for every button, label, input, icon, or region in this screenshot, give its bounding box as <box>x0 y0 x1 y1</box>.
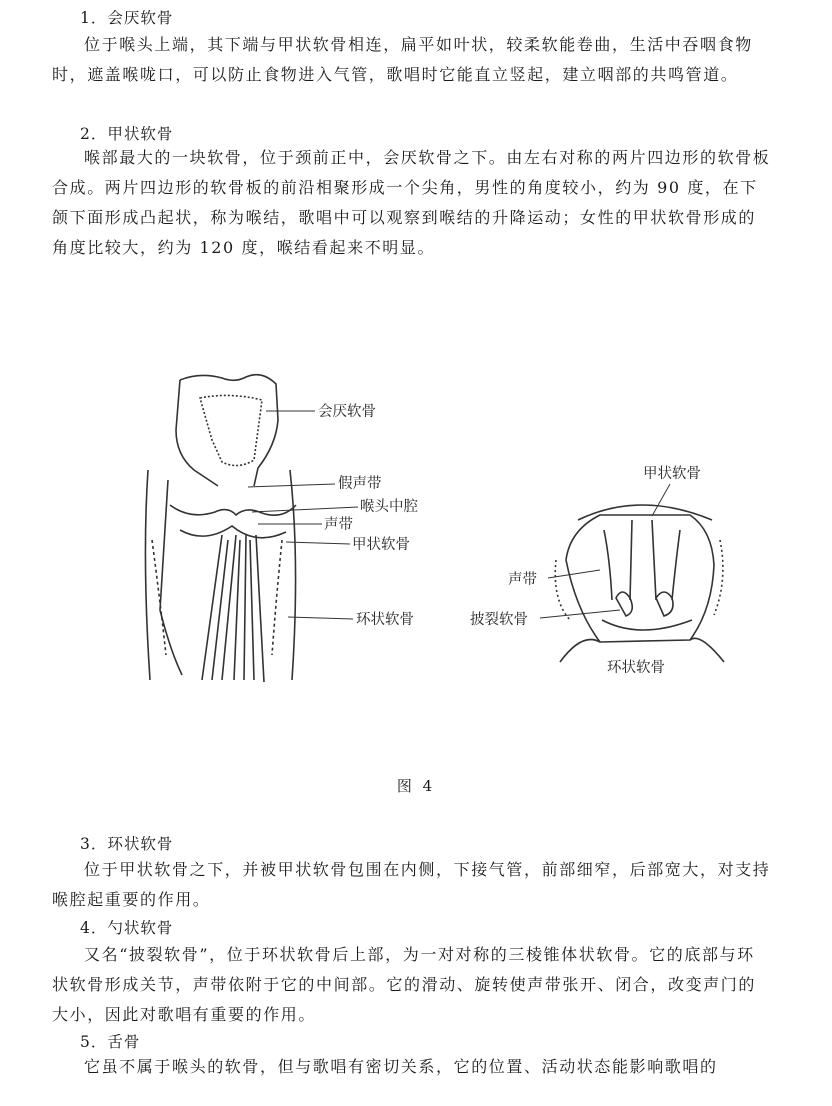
section-4-heading: 4．勺状软骨 <box>80 919 174 937</box>
section-3-text: 位于甲状软骨之下，并被甲状软骨包围在内侧，下接气管，前部细窄，后部宽大，对支持喉腔起重要的作用。 <box>52 860 771 909</box>
larynx-figure <box>0 355 832 700</box>
figure-caption: 图 4 <box>396 777 436 795</box>
section-3-heading: 3．环状软骨 <box>80 835 174 853</box>
superior-leader-lines <box>540 484 670 618</box>
coronal-section-drawing <box>145 375 296 682</box>
label-arytenoid-cartilage: 披裂软骨 <box>470 612 528 628</box>
label-laryngeal-ventricle: 喉头中腔 <box>360 499 418 515</box>
label-thyroid-cartilage-left: 甲状软骨 <box>352 537 410 553</box>
section-1-text: 位于喉头上端，其下端与甲状软骨相连，扁平如叶状，较柔软能卷曲，生活中吞咽食物时，遮盖喉咙口，可以防止食物进入气管，歌唱时它能直立竖起，建立咽部的共鸣管道。 <box>52 35 753 84</box>
section-1-heading: 1．会厌软骨 <box>80 9 174 27</box>
section-5-heading: 5．舌骨 <box>80 1033 141 1051</box>
label-false-vocal-cord: 假声带 <box>338 476 382 492</box>
label-vocal-cord-left: 声带 <box>324 517 353 533</box>
label-vocal-cord-right: 声带 <box>508 572 537 588</box>
section-2-text: 喉部最大的一块软骨，位于颈前正中，会厌软骨之下。由左右对称的两片四边形的软骨板合成。两片四边形的软骨板的前沿相聚形成一个尖角，男性的角度较小，约为 90 度，在下颌下面形成凸起状，称为喉结，歌唱中可以观察到喉结的升降运动；女性的甲状软骨形成的角度比较大，约为 120 度，喉结看起来不明显。 <box>52 148 771 257</box>
label-cricoid-cartilage-right: 环状软骨 <box>607 660 665 676</box>
section-5-text: 它虽不属于喉头的软骨，但与歌唱有密切关系，它的位置、活动状态能影响歌唱的 <box>84 1057 718 1076</box>
label-cricoid-cartilage-left: 环状软骨 <box>356 612 414 628</box>
section-2-heading: 2．甲状软骨 <box>80 125 174 143</box>
label-thyroid-cartilage-right: 甲状软骨 <box>643 466 701 482</box>
superior-view-drawing <box>555 505 724 662</box>
section-4-text: 又名“披裂软骨”，位于环状软骨后上部，为一对对称的三棱锥体状软骨。它的底部与环状软骨形成关节，声带依附于它的中间部。它的滑动、旋转使声带张开、闭合，改变声门的大小，因此对歌唱有重要的作用。 <box>52 945 757 1024</box>
label-epiglottis: 会厌软骨 <box>318 404 376 420</box>
coronal-leader-lines <box>248 411 358 619</box>
